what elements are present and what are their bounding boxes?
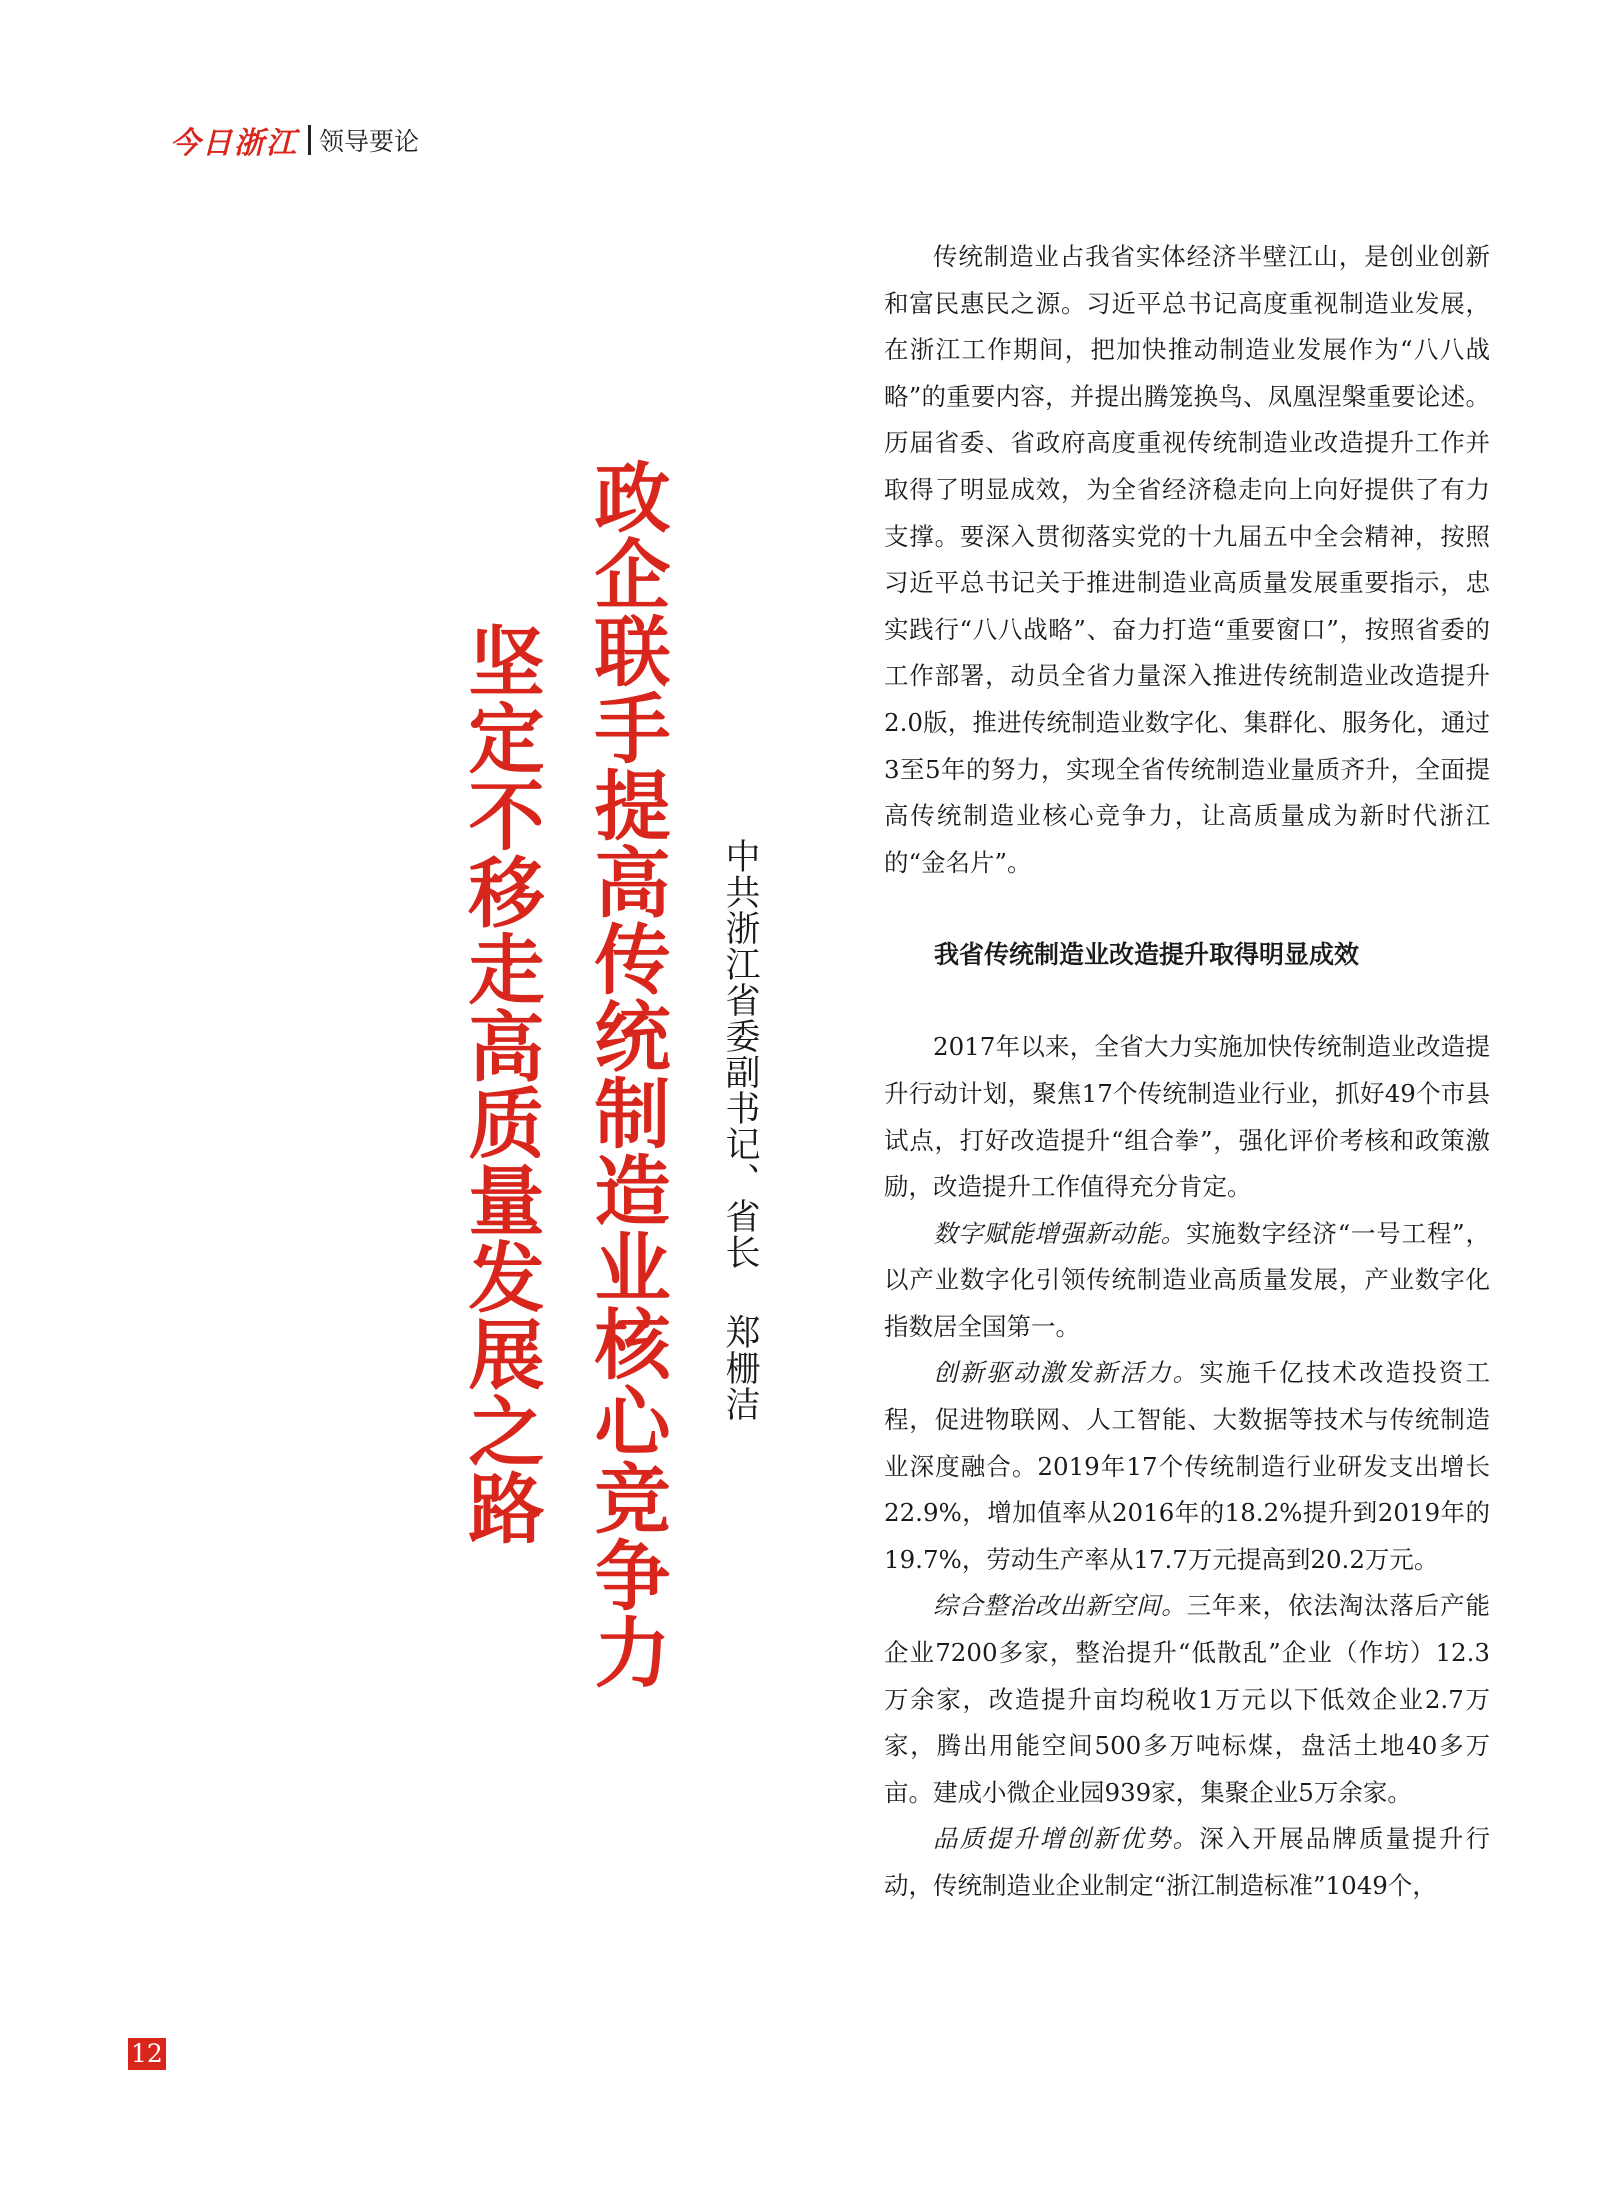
paragraph-4: 综合整治改出新空间。三年来，依法淘汰落后产能企业7200多家，整治提升“低散乱”企业（作坊）12.3万余家，改造提升亩均税收1万元以下低效企业2.7万家，腾出用能空间500多万吨标煤，盘活土地40多万亩。建成小微企业园939家，集聚企业5万余家。 xyxy=(884,1591,1491,1807)
article-title-line1: 政企联手提高传统制造业核心竞争力 xyxy=(582,458,671,1690)
author-byline xyxy=(720,838,760,1422)
article-body xyxy=(884,234,1490,1910)
paragraph-2: 数字赋能增强新动能。实施数字经济“一号工程”，以产业数字化引领传统制造业高质量发展，产业数字化指数居全国第一。 xyxy=(884,1218,1490,1341)
paragraph-5: 品质提升增创新优势。深入开展品牌质量提升行动，传统制造业企业制定“浙江制造标准”1049个， xyxy=(884,1824,1490,1900)
section-subheading: 我省传统制造业改造提升取得明显成效 xyxy=(934,940,1360,970)
paragraph-3: 创新驱动激发新活力。实施千亿技术改造投资工程，促进物联网、人工智能、大数据等技术与传统制造业深度融合。2019年17个传统制造行业研发支出增长22.9%，增加值率从2016年的18.2%提升到2019年的19.7%，劳动生产率从17.7万元提高到20.2万元。 xyxy=(884,1358,1490,1574)
page-header xyxy=(170,120,419,160)
author-position: 中共浙江省委副书记、省长 xyxy=(720,838,760,1270)
article-title-line2: 坚定不移走高质量发展之路 xyxy=(456,622,545,1546)
author-name: 郑栅洁 xyxy=(720,1314,760,1422)
magazine-logo: 今日浙江 xyxy=(170,126,298,161)
header-divider xyxy=(308,125,311,155)
paragraph-5-lead: 品质提升增创新优势。 xyxy=(933,1824,1200,1854)
section-name: 领导要论 xyxy=(319,127,420,156)
paragraph-3-lead: 创新驱动激发新活力。 xyxy=(933,1358,1200,1388)
intro-paragraph: 传统制造业占我省实体经济半壁江山，是创业创新和富民惠民之源。习近平总书记高度重视制造业发展，在浙江工作期间，把加快推动制造业发展作为“八八战略”的重要内容，并提出腾笼换鸟、凤凰涅槃重要论述。历届省委、省政府高度重视传统制造业改造提升工作并取得了明显成效，为全省经济稳走向上向好提供了有力支撑。要深入贯彻落实党的十九届五中全会精神，按照习近平总书记关于推进制造业高质量发展重要指示，忠实践行“八八战略”、奋力打造“重要窗口”，按照省委的工作部署，动员全省力量深入推进传统制造业改造提升2.0版，推进传统制造业数字化、集群化、服务化，通过3至5年的努力，实现全省传统制造业量质齐升，全面提高传统制造业核心竞争力，让高质量成为新时代浙江的“金名片”。 xyxy=(884,242,1490,877)
paragraph-4-lead: 综合整治改出新空间。 xyxy=(933,1591,1187,1621)
paragraph-1: 2017年以来，全省大力实施加快传统制造业改造提升行动计划，聚焦17个传统制造业行业，抓好49个市县试点，打好改造提升“组合拳”，强化评价考核和政策激励，改造提升工作值得充分肯定。 xyxy=(884,1032,1490,1202)
page-number: 12 xyxy=(128,2038,166,2070)
paragraph-2-lead: 数字赋能增强新动能。 xyxy=(933,1218,1186,1248)
